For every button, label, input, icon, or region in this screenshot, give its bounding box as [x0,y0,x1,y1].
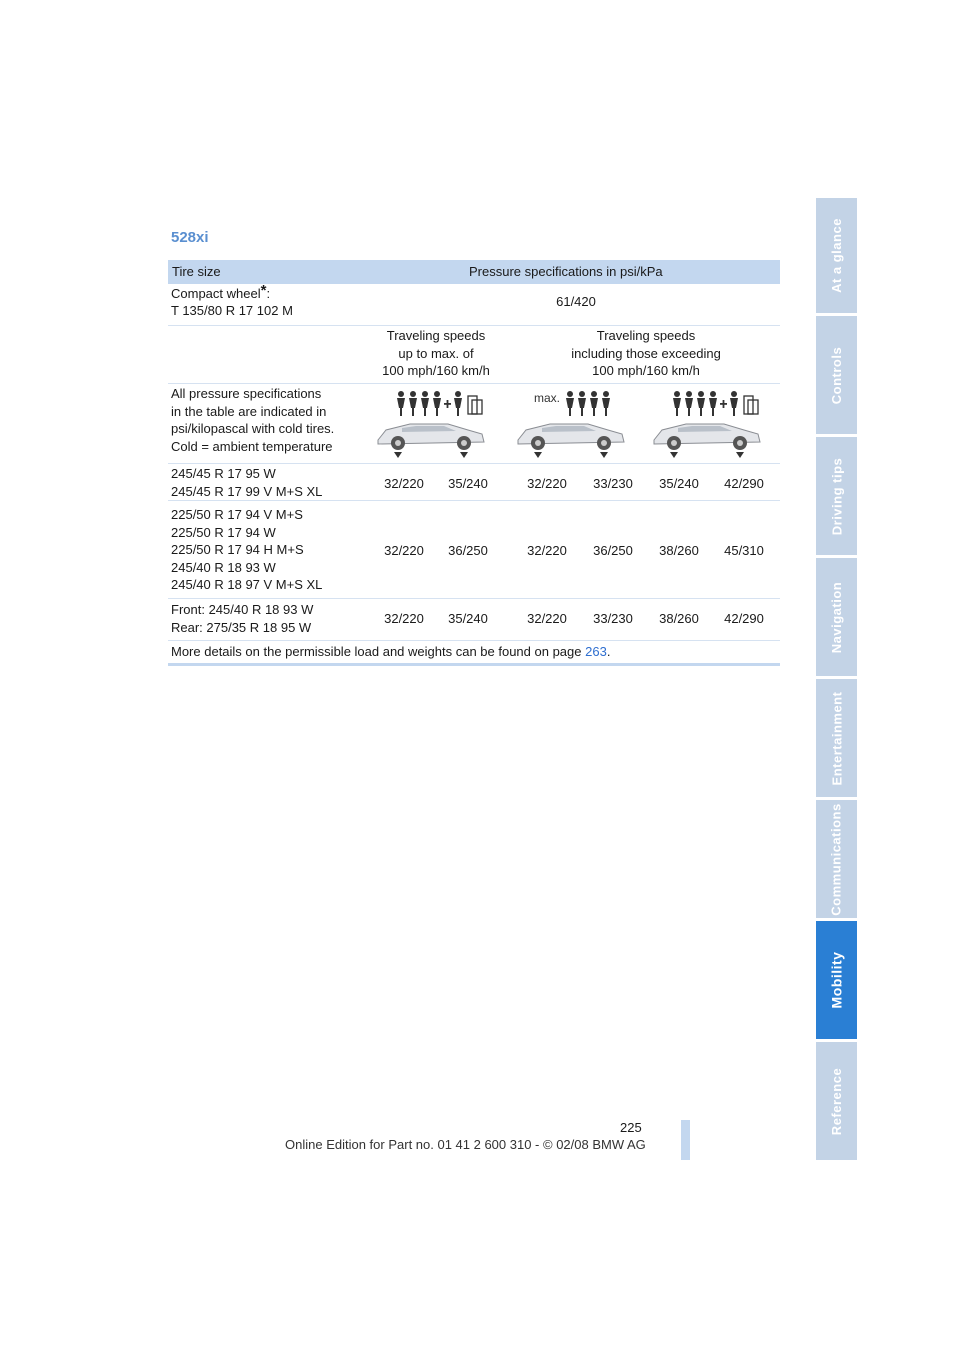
page-number: 225 [620,1120,642,1135]
table-cell: 36/250 [448,543,488,558]
row-divider [168,463,780,464]
table-cell: 35/240 [659,476,699,491]
table-bottom-rule [168,663,780,666]
footer-text: Online Edition for Part no. 01 41 2 600 310 - © 02/08 BMW AG [285,1137,646,1152]
table-cell: 33/230 [593,611,633,626]
pressure-note: All pressure specifications in the table are indicated in psi/kilopascal with cold tires. Cold = ambient temperature [171,386,335,454]
table-cell: 33/230 [593,476,633,491]
table-cell: 32/220 [527,611,567,626]
table-cell: 42/290 [724,476,764,491]
tire-sizes-row-2: 225/50 R 17 94 V M+S 225/50 R 17 94 W 225/50 R 17 94 H M+S 245/40 R 18 93 W 245/40 R 18 97 V M+S XL [171,507,323,592]
row-divider [168,640,780,641]
table-cell: 32/220 [527,543,567,558]
tab-navigation[interactable]: Navigation [816,558,857,676]
tab-mobility[interactable]: Mobility [816,921,857,1039]
load-full-icon [372,388,494,460]
row-divider [168,500,780,501]
table-cell: 36/250 [593,543,633,558]
compact-wheel-value: 61/420 [556,294,596,309]
tire-sizes-row-1: 245/45 R 17 95 W 245/45 R 17 99 V M+S XL [171,466,323,499]
load-full-icon [648,388,770,460]
header-tire-size: Tire size [172,264,221,279]
table-cell: 32/220 [384,611,424,626]
table-cell: 45/310 [724,543,764,558]
table-cell: 35/240 [448,611,488,626]
speed-header-exceeding: Traveling speeds including those exceeding 100 mph/160 km/h [571,328,721,378]
tab-driving-tips[interactable]: Driving tips [816,437,857,555]
header-pressure: Pressure specifications in psi/kPa [469,264,663,279]
tab-at-a-glance[interactable]: At a glance [816,198,857,313]
table-cell: 32/220 [527,476,567,491]
svg-text:max.: max. [534,391,561,405]
tab-entertainment[interactable]: Entertainment [816,679,857,797]
table-cell: 42/290 [724,611,764,626]
section-title: 528xi [171,229,209,246]
table-header [168,260,780,284]
load-max-icon [512,388,634,460]
tab-communications[interactable]: Communications [816,800,857,918]
tab-controls[interactable]: Controls [816,316,857,434]
table-cell: 32/220 [384,543,424,558]
footnote: More details on the permissible load and weights can be found on page 263. [171,644,611,659]
row-divider [168,598,780,599]
page-link[interactable]: 263 [585,644,607,659]
tire-sizes-row-3: Front: 245/40 R 18 93 W Rear: 275/35 R 18 95 W [171,602,314,635]
row-divider [168,325,780,326]
compact-wheel-label: Compact wheel*: [171,282,271,301]
table-cell: 38/260 [659,543,699,558]
tab-reference[interactable]: Reference [816,1042,857,1160]
table-cell: 35/240 [448,476,488,491]
speed-header-up-to: Traveling speeds up to max. of 100 mph/160 km/h [382,328,490,378]
table-cell: 32/220 [384,476,424,491]
table-cell: 38/260 [659,611,699,626]
compact-wheel-size: T 135/80 R 17 102 M [171,303,293,318]
row-divider [168,383,780,384]
footer-marker [681,1120,690,1160]
